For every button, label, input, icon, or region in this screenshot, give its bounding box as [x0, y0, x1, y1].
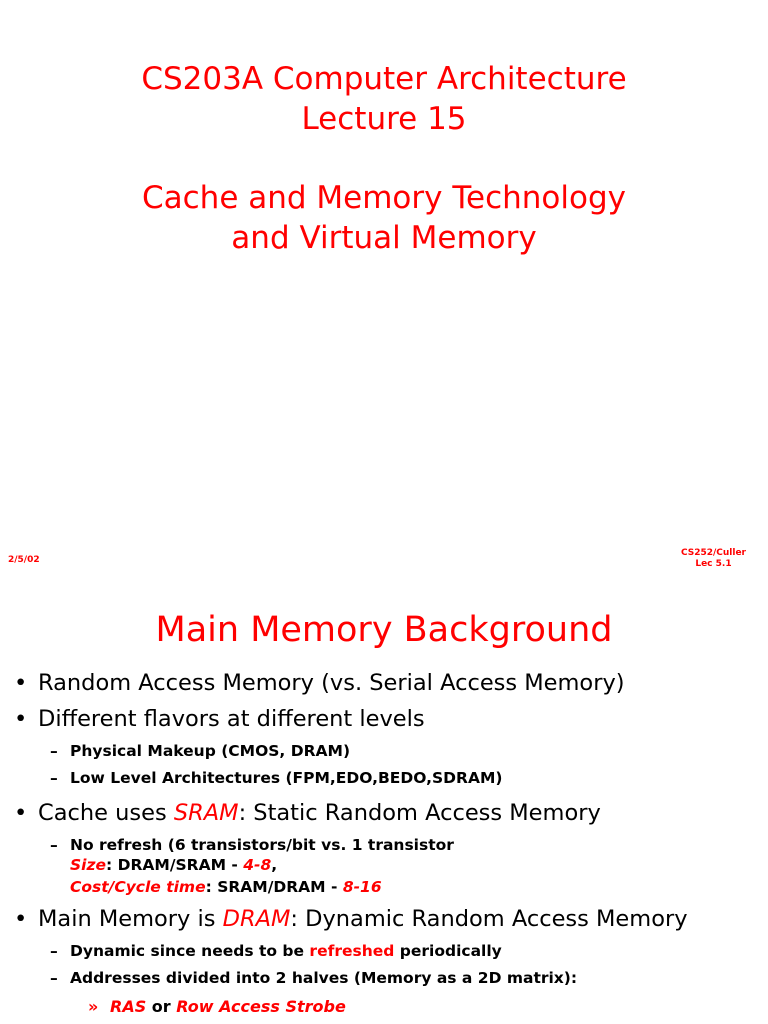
cost-label: Cost/Cycle time — [70, 878, 206, 896]
sub-bullet-dash: – — [50, 769, 58, 787]
ras-keyword: RAS — [110, 997, 147, 1016]
bullet-text: Main Memory is — [38, 906, 223, 932]
sub-bullet-text: No refresh (6 transistors/bit vs. 1 transistor — [70, 836, 454, 854]
size-text: : DRAM/SRAM - — [106, 856, 244, 874]
bullet-flavors — [14, 705, 425, 733]
content-slide — [0, 590, 768, 1024]
bullet-dot: • — [14, 906, 28, 932]
slide1-title-line-4: and Virtual Memory — [231, 220, 537, 256]
bullet-cache-sram — [14, 799, 601, 827]
slide1-title-line-3: Cache and Memory Technology — [141, 180, 626, 216]
row-access-strobe: Row Access Strobe — [176, 997, 346, 1016]
sub-bullet-dash: – — [50, 836, 58, 854]
bullet-random-access — [14, 669, 625, 697]
refreshed-keyword: refreshed — [309, 942, 395, 960]
slide1-title-line-2: Lecture 15 — [301, 101, 467, 137]
sub-bullet-text: Physical Makeup (CMOS, DRAM) — [70, 742, 351, 760]
size-line — [70, 855, 277, 875]
size-end: , — [271, 856, 278, 874]
size-label: Size — [70, 856, 107, 874]
cost-line — [70, 877, 382, 897]
sub-bullet-dash: – — [50, 742, 58, 760]
sub-bullet-text: Addresses divided into 2 halves (Memory as a 2D matrix): — [70, 969, 578, 987]
slide1-footer-course — [681, 548, 746, 570]
bullet-text: Random Access Memory (vs. Serial Access Memory) — [38, 670, 625, 696]
slide1-title-line-1: CS203A Computer Architecture — [141, 61, 627, 97]
sub-bullet-addresses — [50, 968, 577, 988]
sub-sub-bullet-ras — [88, 996, 346, 1018]
bullet-main-memory-dram — [14, 905, 688, 933]
sub-bullet-text: Low Level Architectures (FPM,EDO,BEDO,SDRAM) — [70, 769, 503, 787]
bullet-text: Cache uses — [38, 800, 174, 826]
bullet-text-suffix: : Dynamic Random Access Memory — [290, 906, 688, 932]
sub-bullet-dynamic — [50, 941, 502, 961]
bullet-dot: • — [14, 670, 28, 696]
slide1-footer-date: 2/5/02 — [8, 555, 40, 565]
footer-course-line: CS252/Culler — [680, 548, 746, 558]
sub-bullet-dash: – — [50, 942, 58, 960]
bullet-text: Different flavors at different levels — [38, 706, 425, 732]
sub-bullet-dash: – — [50, 969, 58, 987]
slide2-title: Main Memory Background — [155, 610, 613, 650]
sub-bullet-text: Dynamic since needs to be — [70, 942, 310, 960]
sub-sub-marker: » — [88, 997, 99, 1016]
bullet-dot: • — [14, 706, 28, 732]
cost-value: 8-16 — [342, 878, 382, 896]
sub-bullet-architectures — [50, 768, 502, 788]
cost-text: : SRAM/DRAM - — [205, 878, 343, 896]
sub-bullet-suffix: periodically — [394, 942, 502, 960]
footer-page-line: Lec 5.1 — [695, 559, 732, 569]
sub-bullet-no-refresh — [50, 835, 454, 855]
bullet-text-suffix: : Static Random Access Memory — [238, 800, 601, 826]
bullet-dot: • — [14, 800, 28, 826]
sub-bullet-physical — [50, 741, 350, 761]
or-text: or — [146, 997, 177, 1016]
size-value: 4-8 — [243, 856, 272, 874]
sram-keyword: SRAM — [173, 800, 239, 826]
dram-keyword: DRAM — [222, 906, 291, 932]
